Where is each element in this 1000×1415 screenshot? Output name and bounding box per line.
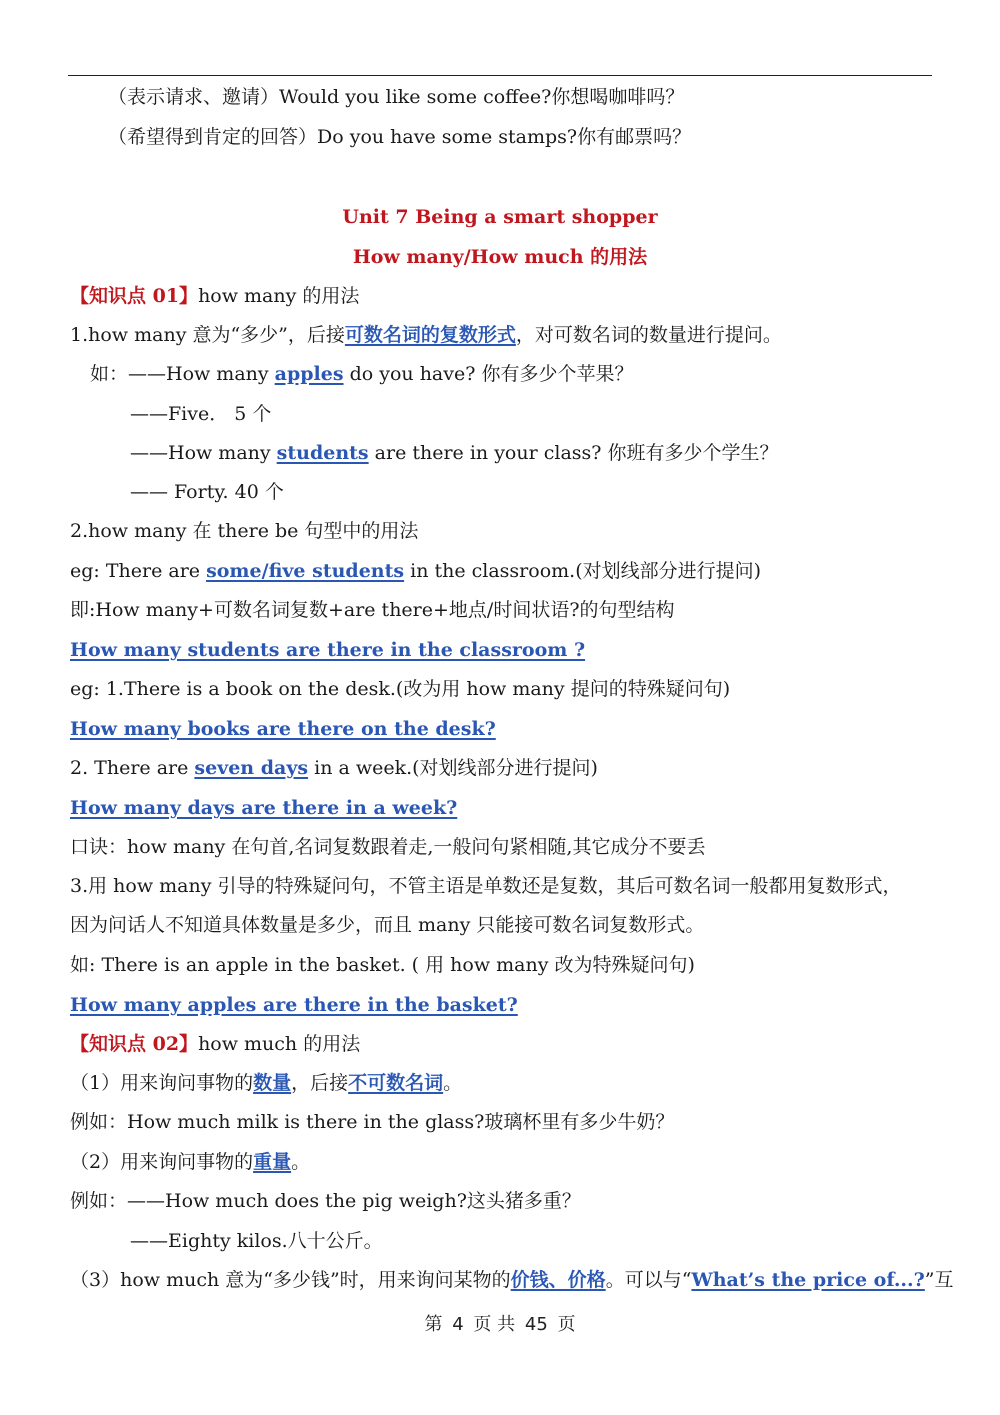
example-line: ——Five． 5 个 xyxy=(130,403,272,425)
example-line: 如: There is an apple in the basket. ( 用 how many 改为特殊疑问句) xyxy=(70,954,695,976)
text-line: （希望得到肯定的回答）Do you have some stamps?你有邮票吗？ xyxy=(108,126,692,148)
footer-prefix: 第 xyxy=(424,1314,443,1335)
page-footer xyxy=(0,1310,1000,1336)
text-span: 。 xyxy=(443,1072,463,1094)
section-title: How many/How much 的用法 xyxy=(352,246,648,268)
highlight-link[interactable]: 不可数名词 xyxy=(348,1072,444,1094)
footer-suffix: 页 xyxy=(557,1314,576,1335)
text-line: 即:How many+可数名词复数+are there+地点/时间状语?的句型结构 xyxy=(70,599,675,621)
knowledge-point-tag: 【知识点 01】 xyxy=(70,285,199,307)
knowledge-point-text: how many 的用法 xyxy=(198,285,360,307)
total-pages: 45 xyxy=(524,1314,548,1335)
highlight-link[interactable]: some/five students xyxy=(206,560,405,582)
highlight-link[interactable]: What’s the price of...? xyxy=(691,1269,925,1291)
highlight-link[interactable]: seven days xyxy=(194,757,309,779)
text-line xyxy=(70,322,782,348)
knowledge-point-heading xyxy=(70,283,359,309)
example-line: eg: 1.There is a book on the desk.(改为用 how many 提问的特殊疑问句) xyxy=(70,678,731,700)
highlight-link[interactable]: apples xyxy=(274,363,344,385)
example-line: ——Eighty kilos.八十公斤。 xyxy=(130,1230,383,1252)
header-rule xyxy=(68,75,932,76)
example-line xyxy=(70,755,598,781)
text-line xyxy=(70,1267,954,1293)
text-line: 因为问话人不知道具体数量是多少，而且 many 只能接可数名词复数形式。 xyxy=(70,914,705,936)
text-span: are there in your class? 你班有多少个学生？ xyxy=(368,442,779,464)
text-span: （3）how much 意为“多少钱”时，用来询问某物的 xyxy=(70,1269,511,1291)
answer-line[interactable]: How many students are there in the classroom ? xyxy=(70,639,586,661)
text-span: 如：——How many xyxy=(90,363,275,385)
text-span: 1.how many 意为“多少”，后接 xyxy=(70,324,345,346)
text-line: 2.how many 在 there be 句型中的用法 xyxy=(70,520,419,542)
text-span: （1）用来询问事物的 xyxy=(70,1072,254,1094)
text-span: ，后接 xyxy=(291,1072,349,1094)
text-line: 口诀：how many 在句首,名词复数跟着走,一般问句紧相随,其它成分不要丢 xyxy=(70,836,706,858)
answer-line[interactable]: How many days are there in a week? xyxy=(70,797,458,819)
highlight-link[interactable]: 可数名词的复数形式 xyxy=(344,324,516,346)
text-span: （2）用来询问事物的 xyxy=(70,1151,254,1173)
unit-title: Unit 7 Being a smart shopper xyxy=(342,206,658,228)
example-line xyxy=(90,361,633,387)
highlight-link[interactable]: 数量 xyxy=(253,1072,292,1094)
text-span: ，对可数名词的数量进行提问。 xyxy=(515,324,782,346)
highlight-link[interactable]: 价钱、价格 xyxy=(510,1269,606,1291)
example-line: —— Forty. 40 个 xyxy=(130,481,284,503)
example-line: 例如：How much milk is there in the glass?玻璃杯里有多少牛奶？ xyxy=(70,1111,675,1133)
text-line xyxy=(70,1070,462,1096)
answer-line[interactable]: How many books are there on the desk? xyxy=(70,718,496,740)
example-line xyxy=(130,440,779,466)
text-span: ”互 xyxy=(924,1269,954,1291)
text-span: 。 xyxy=(291,1151,311,1173)
text-line: 3.用 how many 引导的特殊疑问句，不管主语是单数还是复数，其后可数名词一般都用复数形式， xyxy=(70,875,902,897)
text-span: 2. There are xyxy=(70,757,195,779)
text-span: in a week.(对划线部分进行提问) xyxy=(308,757,598,779)
text-span: ——How many xyxy=(130,442,277,464)
page-number: 4 xyxy=(452,1314,464,1335)
answer-line[interactable]: How many apples are there in the basket? xyxy=(70,994,518,1016)
highlight-link[interactable]: students xyxy=(276,442,369,464)
footer-mid: 页 共 xyxy=(473,1314,516,1335)
knowledge-point-tag: 【知识点 02】 xyxy=(70,1033,199,1055)
text-line xyxy=(70,1149,310,1175)
knowledge-point-text: how much 的用法 xyxy=(198,1033,361,1055)
example-line xyxy=(70,558,761,584)
text-line: （表示请求、邀请）Would you like some coffee?你想喝咖啡吗？ xyxy=(108,86,685,108)
text-span: in the classroom.(对划线部分进行提问) xyxy=(404,560,762,582)
text-span: eg: There are xyxy=(70,560,207,582)
text-span: do you have? 你有多少个苹果？ xyxy=(343,363,634,385)
knowledge-point-heading xyxy=(70,1031,360,1057)
text-span: 。可以与“ xyxy=(605,1269,692,1291)
example-line: 例如：——How much does the pig weigh?这头猪多重？ xyxy=(70,1190,581,1212)
highlight-link[interactable]: 重量 xyxy=(253,1151,292,1173)
